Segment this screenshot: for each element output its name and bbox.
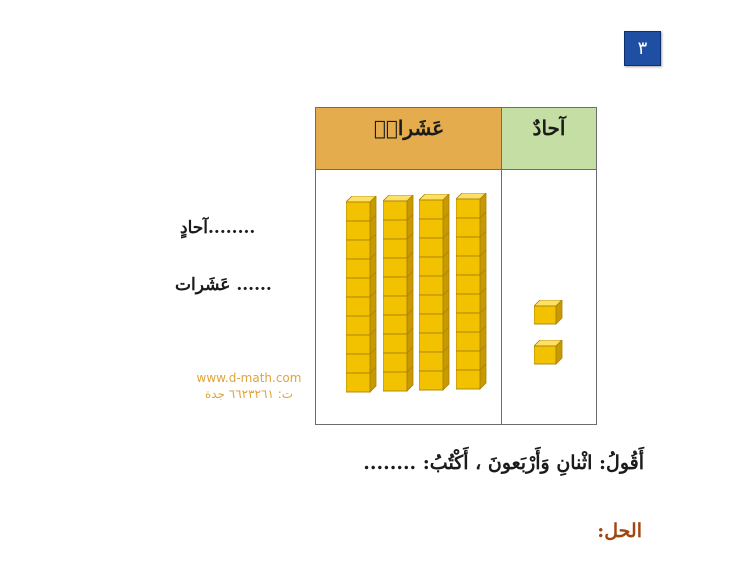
ones-count-blank: ........آحادٍ [180,218,256,238]
tens-rod [419,194,450,391]
ones-column-header: آحادٌ [502,108,596,170]
watermark-website: www.d-math.com [196,371,302,385]
tens-column-header: عَشَرات٘ [316,108,502,170]
unit-cube [534,300,563,329]
solution-label: الحل: [597,520,642,542]
tens-rod [383,195,414,392]
unit-cube [534,340,563,369]
watermark-phone: ت: ٦٦٢٣٢٦١ جدة [204,387,294,401]
tens-rod [456,193,487,390]
problem-number-badge: ٣ [624,31,661,66]
place-value-table [315,107,597,425]
column-divider [501,108,502,424]
number-statement: أَقُولُ: اثْنانِ وَأَرْبَعونَ ، أَكْتُبُ: ........ [363,452,644,474]
tens-count-blank: ...... عَشَرات [175,275,272,295]
tens-rod [346,196,377,393]
